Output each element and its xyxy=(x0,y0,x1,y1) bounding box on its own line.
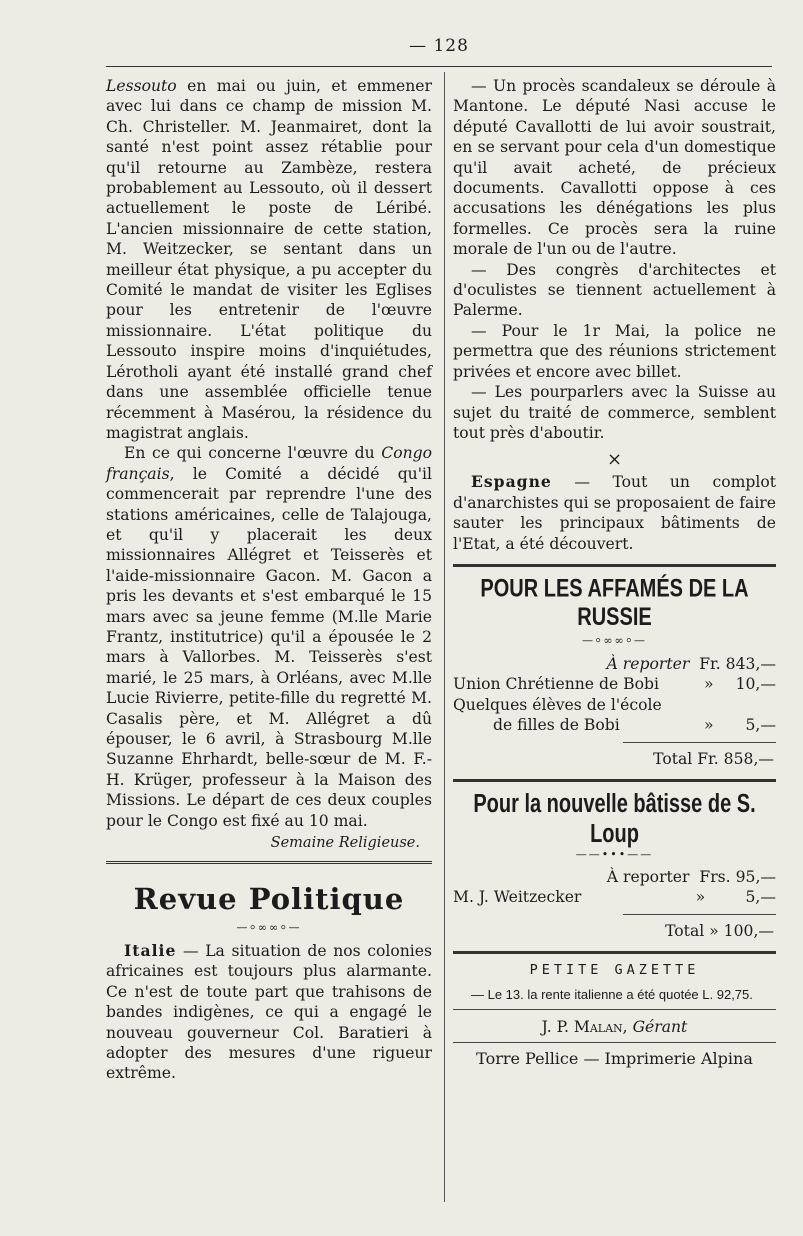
news-suisse: — Les pourparlers avec la Suisse au sujet du traité de commerce, semblent tout près d'aboutir. xyxy=(453,383,776,442)
ledger-mark: » xyxy=(703,675,714,694)
ledger-row xyxy=(453,715,776,735)
ledger-name: M. J. Weitzecker xyxy=(453,888,582,907)
russia-top-rule xyxy=(453,564,776,567)
congo-text-rest: , le Comité a décidé qu'il commencerait par reprendre l'une des stations américaines, celle de Talajouga, et qu'il y placerait les deux missionnaires Allégret et Teisserès et l'aide-missionnaire Gacon. M. Gacon a pris les devants et s'est embarqué le 15 mars avec sa jeune femme (M.lle Marie Frantz, institutrice) qu'il a épousée le 2 mars à Vallorbes. M. Teisserès s'est marié, le 25 mars, à Orléans, avec M.lle Lucie Rivierre, petite-fille du regretté M. Casalis père, et M. Allégret a dû épouser, le 6 avril, à Strasbourg M.lle Suzanne Ehrhardt, belle-sœur de M. F.-H. Krüger, professeur à la Maison des Missions. Le départ de ces deux couples pour le Congo est fixé au 10 mai. xyxy=(106,464,432,830)
loup-report-amount: Frs. 95,— xyxy=(699,867,776,886)
russia-sum-rule xyxy=(623,742,776,743)
ledger-amount: 5,— xyxy=(745,716,776,735)
imprint-line: Torre Pellice — Imprimerie Alpina xyxy=(476,1049,753,1069)
espagne-label: Espagne xyxy=(471,472,552,492)
russia-box-title: POUR LES AFFAMÉS DE LA RUSSIE xyxy=(480,574,749,632)
ledger-amount xyxy=(731,695,776,715)
loup-flourish: ——•••—— xyxy=(575,847,654,861)
italie-text: — La situation de nos colonies africaines est toujours plus alarmante. Ce n'est de toute part que trahisons de bandes indigènes, ce qui a engagé le nouveau gouverneur Col. Baratieri à adopter des mesures d'une rigueur extrême. xyxy=(106,942,432,1083)
loup-top-rule xyxy=(453,779,776,782)
italie-label: Italie xyxy=(124,941,177,961)
loup-box-title: Pour la nouvelle bâtisse de S. Loup xyxy=(473,789,756,849)
signature: Semaine Religieuse. xyxy=(270,835,420,852)
gazette-top-rule xyxy=(453,951,776,954)
page-header xyxy=(106,32,772,67)
gerant-line xyxy=(453,1018,776,1036)
gazette-text: — Le 13. la rente italienne a été quotée L. 92,75. xyxy=(471,987,753,1003)
russia-ledger xyxy=(453,674,776,735)
gerant-role: Gérant xyxy=(632,1018,688,1037)
cross-separator: × xyxy=(606,449,623,471)
ledger-amount: 10,— xyxy=(735,675,776,694)
separator-rule xyxy=(106,861,432,864)
loup-sum-rule xyxy=(623,914,776,915)
gerant-rule xyxy=(453,1009,776,1010)
left-column xyxy=(106,76,432,1084)
lessouto-paragraph xyxy=(106,76,432,443)
page-number: — 128 xyxy=(409,36,469,56)
italie-paragraph xyxy=(106,941,432,1084)
gazette-title: PETITE GAZETTE xyxy=(529,962,700,979)
russia-report-amount: Fr. 843,— xyxy=(699,654,776,673)
ledger-mark xyxy=(687,695,731,715)
gerant-name: J. P. Malan, xyxy=(541,1018,628,1037)
russia-flourish: —⸰∞∞⸰— xyxy=(582,633,647,647)
ledger-name: de filles de Bobi xyxy=(493,716,620,735)
loup-total: Total » 100,— xyxy=(665,921,774,940)
loup-report-label: À reporter xyxy=(606,867,690,886)
espagne-text: — Tout un complot d'anarchistes qui se proposaient de faire sauter les principaux bâtiments de l'Etat, a été découvert. xyxy=(453,473,776,553)
russia-report-label: À reporter xyxy=(606,654,690,673)
espagne-paragraph xyxy=(453,472,776,554)
ledger-name: Union Chrétienne de Bobi xyxy=(453,675,659,694)
title-flourish: —⸰∞∞⸰— xyxy=(236,921,302,935)
news-premier-mai: — Pour le 1r Mai, la police ne permettra que des réunions strictement privées et encore avec billet. xyxy=(453,321,776,381)
news-congres: — Des congrès d'architectes et d'oculistes se tiennent actuellement à Palerme. xyxy=(453,260,776,320)
russia-report-line xyxy=(453,654,776,674)
ledger-row xyxy=(453,674,776,694)
ledger-mark: » xyxy=(695,888,706,907)
right-column xyxy=(453,76,776,1068)
loup-report-line xyxy=(453,867,776,887)
revue-politique-title: Revue Politique xyxy=(133,882,405,917)
congo-francais: Congo français xyxy=(106,444,432,483)
congo-paragraph xyxy=(106,443,432,831)
ledger-amount: 5,— xyxy=(745,888,776,907)
lessouto-text: en mai ou juin, et emmener avec lui dans ce champ de mission M. Ch. Christeller. M. Jeanmairet, dont la santé n'est point assez rétablie pour qu'il retourne au Zambèze, restera probablement au Lessouto, où il dessert actuellement le poste de Léribé. L'ancien missionnaire de cette station, M. Weitzecker, se sentant dans un meilleur état physique, a pu accepter du Comité le mandat de visiter les Eglises pour les entretenir de l'œuvre missionnaire. L'état politique du Lessouto inspire moins d'inquiétudes, Lérotholi ayant été installé grand chef dans une assemblée officielle tenue récemment à Masérou, la résidence du magistrat anglais. xyxy=(106,77,432,442)
ledger-row xyxy=(453,887,776,907)
ledger-name: Quelques élèves de l'école xyxy=(453,695,662,714)
loup-ledger xyxy=(453,887,776,907)
imprint-rule xyxy=(453,1042,776,1043)
ledger-mark: » xyxy=(703,716,714,735)
russia-total: Total Fr. 858,— xyxy=(653,749,774,768)
column-divider xyxy=(444,72,445,1202)
news-proces: — Un procès scandaleux se déroule à Mantone. Le député Nasi accuse le député Cavallotti de lui avoir soustrait, en se servant pour cela d'un domestique qu'il avait acheté, de précieux documents. Cavallotti oppose à ces accusations les dénégations les plus formelles. Ce procès sera la ruine morale de l'un ou de l'autre. xyxy=(453,77,776,259)
ledger-row xyxy=(453,695,776,715)
congo-text-start: En ce qui concerne l'œuvre du xyxy=(124,444,382,463)
lessouto-word: Lessouto xyxy=(106,77,177,95)
